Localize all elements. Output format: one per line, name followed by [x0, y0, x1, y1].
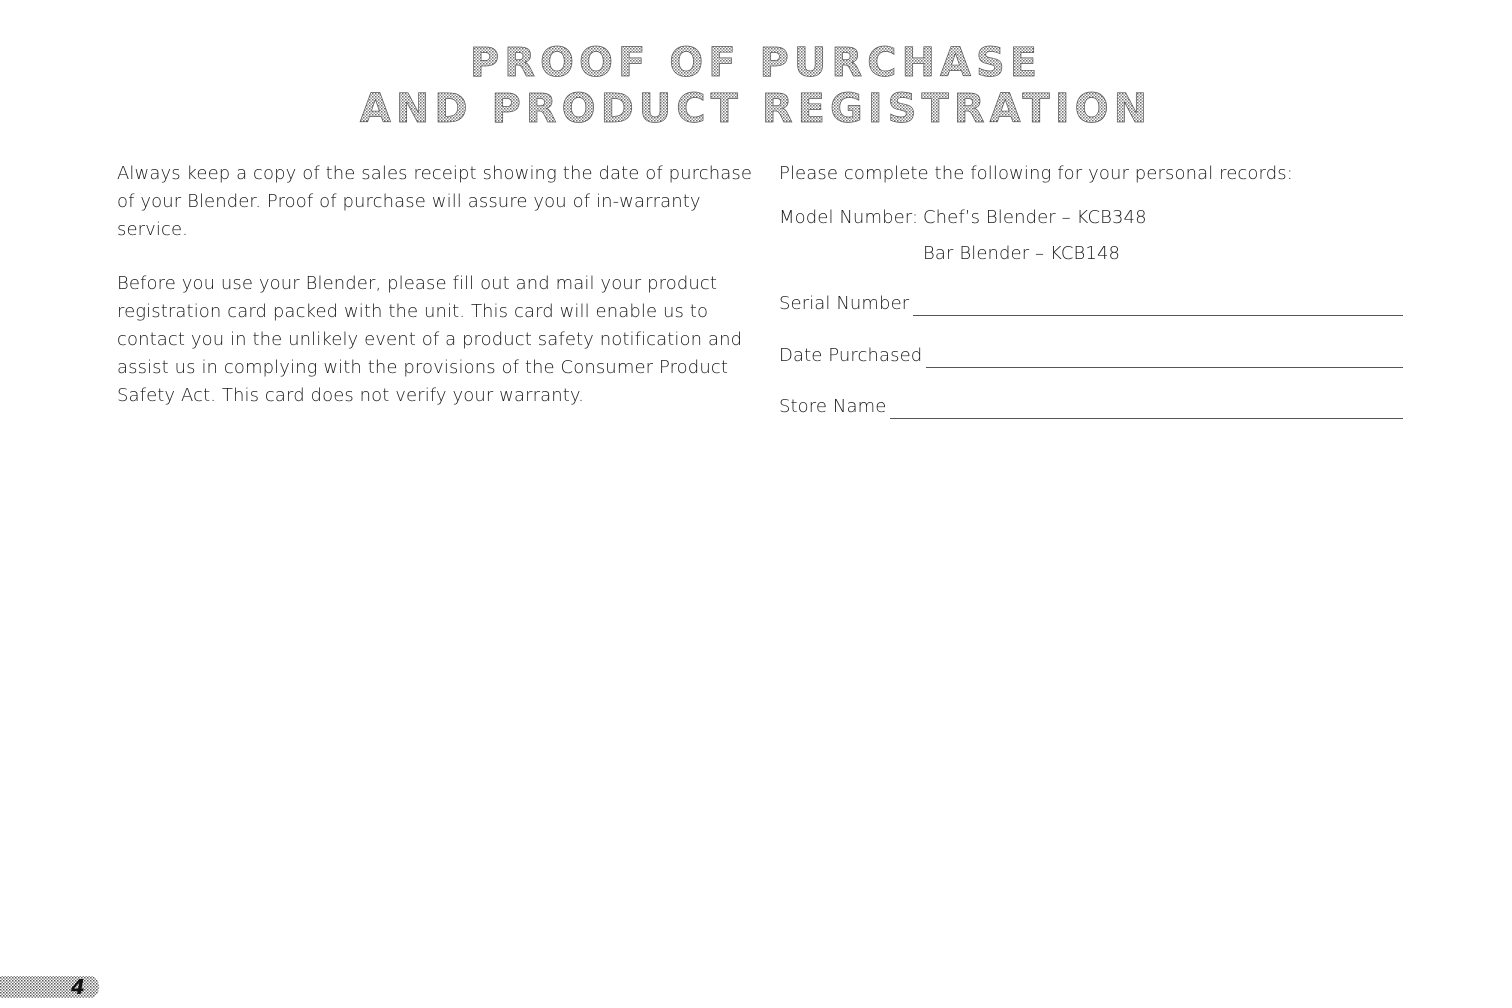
model-bar-blender: Bar Blender – KCB148: [923, 243, 1121, 264]
page-number: 4: [71, 975, 85, 999]
date-purchased-field[interactable]: [779, 344, 1403, 368]
heading-line-1: PROOF OF PURCHASE: [469, 40, 1043, 86]
page-heading: [0, 36, 1512, 126]
heading-line-2: AND PRODUCT REGISTRATION: [359, 86, 1153, 126]
receipt-paragraph: Always keep a copy of the sales receipt showing the date of purchase of your Blender. Proof of purchase will assure you of in-warranty service.: [117, 163, 753, 240]
date-purchased-label: Date Purchased: [779, 345, 923, 366]
date-purchased-blank[interactable]: [926, 349, 1403, 368]
model-number-label: Model Number:: [779, 207, 919, 228]
store-name-field[interactable]: [779, 395, 1403, 419]
model-chefs-blender: Chef’s Blender – KCB348: [923, 207, 1147, 228]
serial-number-blank[interactable]: [913, 297, 1403, 316]
left-column: [117, 160, 757, 436]
serial-number-field[interactable]: [779, 292, 1403, 316]
model-number-row: [779, 204, 1147, 232]
page-number-tab: [0, 974, 106, 1000]
store-name-blank[interactable]: [890, 400, 1403, 419]
store-name-label: Store Name: [779, 396, 887, 417]
registration-paragraph: Before you use your Blender, please fill out and mail your product registration card packed with the unit. This card will enable us to contact you in the unlikely event of a product safety notification and assist us in complying with the provisions of the Consumer Product Safety Act. This card does not verify your warranty.: [117, 273, 743, 406]
serial-number-label: Serial Number: [779, 293, 910, 314]
right-column: [779, 160, 1403, 417]
records-intro: Please complete the following for your personal records:: [779, 163, 1293, 184]
